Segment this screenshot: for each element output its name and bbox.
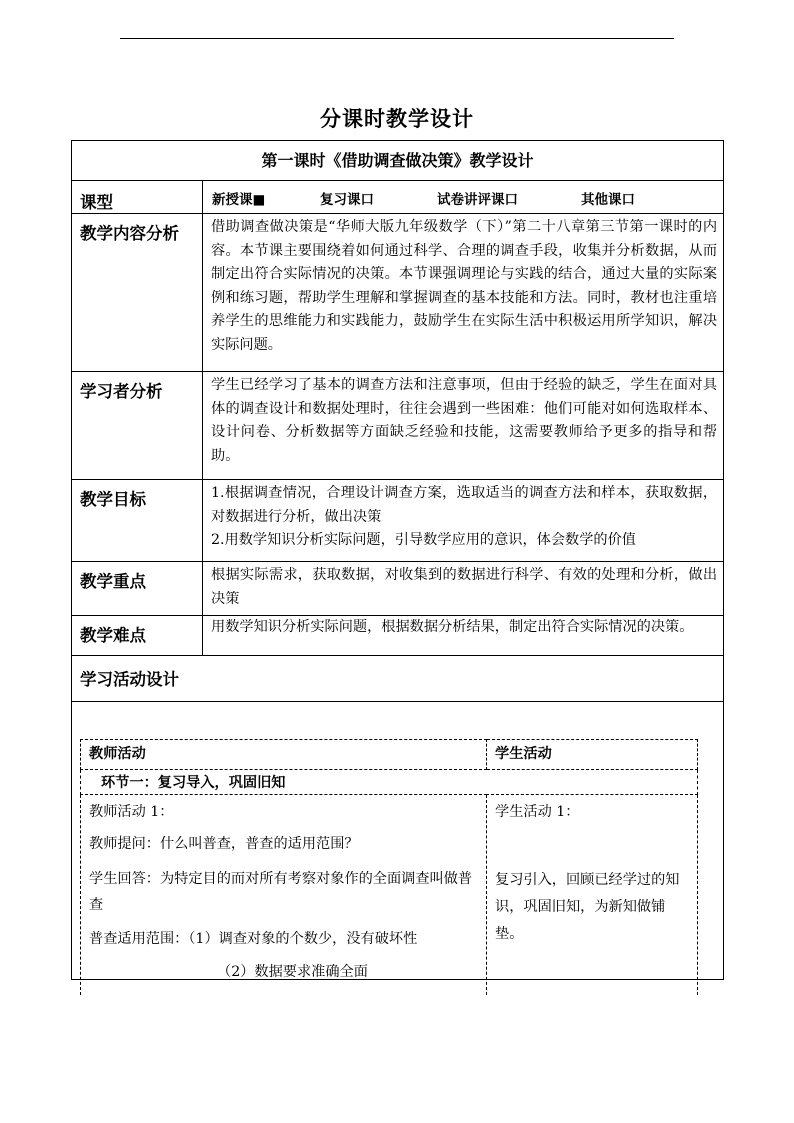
student-activity-text: 复习引入，回顾已经学过的知识，巩固旧知，为新知做铺垫。 [495, 872, 680, 942]
learner-analysis-text [203, 372, 724, 480]
scope-item-1: （1）调查对象的个数少，没有破坏性 [188, 931, 418, 947]
lesson-title: 第一课时《借助调查做决策》教学设计 [72, 141, 724, 181]
activity-design-heading: 学习活动设计 [72, 656, 724, 702]
lesson-type-options [203, 181, 724, 214]
lesson-type-option-new: 新授课■ [212, 192, 266, 208]
scope-line-1 [89, 928, 480, 950]
objectives-text [203, 480, 724, 562]
activity-table [80, 739, 698, 995]
lesson-type-option-exam: 试卷讲评课口 [437, 192, 518, 208]
teacher-question: 教师提问：什么叫普查，普查的适用范围？ [89, 836, 359, 852]
teacher-activity-title: 教师活动 1： [89, 804, 174, 820]
scope-label: 普查适用范围： [89, 931, 189, 947]
student-activity-title: 学生活动 1： [495, 804, 580, 820]
scope-item-2: （2）数据要求准确全面 [217, 964, 368, 980]
student-activity-cell [487, 795, 698, 995]
difficulties-text [203, 616, 724, 656]
key-points-text [203, 562, 724, 616]
objectives-label: 教学目标 [72, 480, 203, 562]
student-activity-header: 学生活动 [487, 740, 698, 770]
content-analysis-line: 借助调查做决策是“华师大版九年级数学（下）”第二十八章第三节第一课时的内容。本节课主要围绕着如何通过科学、合理的调查手段，收集并分析数据，从而制定出符合实际情况的决策。本节课强调理论与实践的结合，通过大量的实际案例和练习题，帮助学生理解和掌握调查的基本技能和方法。同时，教材也注重培养学生的思维能力和实践能力，鼓励学生在实际生活中积极运用所学知识，解决实际问题。 [211, 219, 718, 353]
objective-item: 1.根据调查情况，合理设计调查方案，选取适当的调查方法和样本，获取数据，对数据进行分析，做出决策 [211, 485, 718, 525]
content-analysis-label: 教学内容分析 [72, 214, 203, 372]
header-rule [120, 38, 674, 39]
difficulties-line: 用数学知识分析实际问题，根据数据分析结果，制定出符合实际情况的决策。 [211, 619, 694, 635]
lesson-type-option-review: 复习课口 [320, 192, 374, 208]
lesson-type-label: 课型 [72, 181, 203, 214]
page-title: 分课时教学设计 [320, 106, 474, 131]
lesson-type-option-other: 其他课口 [581, 192, 635, 208]
objective-item: 2.用数学知识分析实际问题，引导数学应用的意识，体会数学的价值 [211, 532, 636, 548]
step-heading: 环节一：复习导入，巩固旧知 [81, 770, 698, 795]
student-answer: 学生回答：为特定目的而对所有考察对象作的全面调查叫做普查 [89, 871, 473, 913]
difficulties-label: 教学难点 [72, 616, 203, 656]
learner-analysis-label: 学习者分析 [72, 372, 203, 480]
teacher-activity-cell [81, 795, 487, 995]
key-points-line: 根据实际需求，获取数据，对收集到的数据进行科学、有效的处理和分析，做出决策 [211, 567, 718, 607]
content-analysis-text [203, 214, 724, 372]
key-points-label: 教学重点 [72, 562, 203, 616]
learner-analysis-line: 学生已经学习了基本的调查方法和注意事项，但由于经验的缺乏，学生在面对具体的调查设计和数据处理时，往往会遇到一些困难：他们可能对如何选取样本、设计问卷、分析数据等方面缺乏经验和技能，这需要教师给予更多的指导和帮助。 [211, 377, 718, 464]
teacher-activity-header: 教师活动 [81, 740, 487, 770]
